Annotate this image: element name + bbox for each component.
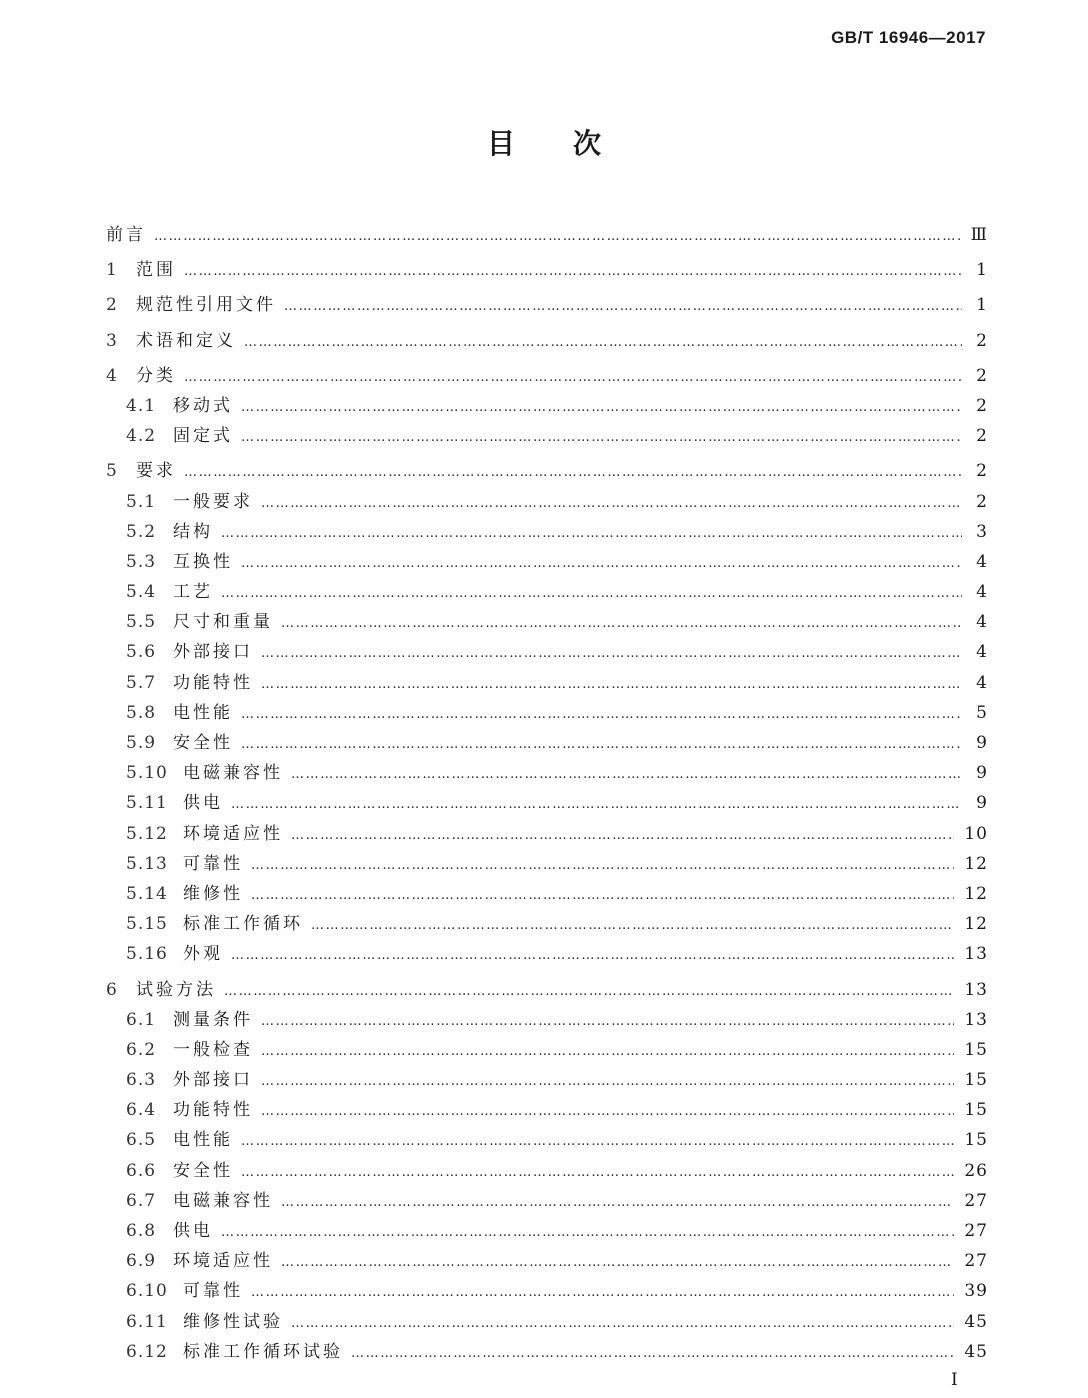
toc-entry[interactable] — [106, 456, 988, 486]
toc-entry[interactable] — [106, 220, 988, 250]
toc-leader-dots — [251, 881, 954, 911]
toc-entry-number: 5.10 — [126, 763, 168, 784]
toc-leader-dots — [251, 1278, 954, 1308]
toc-entry-page: 1 — [976, 260, 988, 281]
toc-entry-title: 试验方法 — [136, 979, 216, 1000]
toc-entry-title: 移动式 — [173, 395, 233, 416]
toc-entry[interactable] — [106, 1186, 988, 1216]
toc-entry[interactable] — [106, 421, 988, 451]
toc-leader-dots — [221, 579, 962, 609]
toc-entry-number: 3 — [106, 330, 118, 351]
toc-entry-number: 6.3 — [126, 1070, 157, 1091]
toc-leader-dots — [261, 489, 962, 519]
toc-entry-title: 分类 — [136, 365, 176, 386]
toc-entry[interactable] — [106, 255, 988, 285]
toc-entry-page: 12 — [964, 883, 988, 904]
toc-entry-page: Ⅲ — [970, 225, 988, 245]
toc-entry-title: 标准工作循环试验 — [183, 1341, 343, 1362]
toc-entry[interactable] — [106, 361, 988, 391]
toc-entry-number: 6.6 — [126, 1160, 157, 1181]
toc-leader-dots — [241, 1158, 954, 1188]
toc-leader-dots — [221, 519, 962, 549]
toc-entry-page: 2 — [976, 365, 988, 386]
toc-entry[interactable] — [106, 975, 988, 1005]
toc-entry-title: 维修性试验 — [183, 1311, 283, 1332]
toc-entry-title: 外部接口 — [173, 642, 253, 663]
toc-entry[interactable] — [106, 1307, 988, 1337]
toc-entry-title: 测量条件 — [173, 1009, 253, 1030]
toc-entry-page: 2 — [976, 461, 988, 482]
toc-entry-title: 尺寸和重量 — [173, 612, 273, 633]
toc-entry-title: 要求 — [136, 461, 176, 482]
toc-entry-page: 12 — [964, 914, 988, 935]
toc-entry-page: 4 — [976, 551, 988, 572]
toc-entry-number: 5.4 — [126, 582, 157, 603]
toc-entry-number: 5.1 — [126, 491, 157, 512]
toc-leader-dots — [241, 393, 962, 423]
toc-entry-title: 前言 — [106, 225, 146, 245]
toc-entry[interactable] — [106, 939, 988, 969]
toc-entry-number: 6.5 — [126, 1130, 157, 1151]
toc-entry-title: 结构 — [173, 521, 213, 542]
toc-entry[interactable] — [106, 698, 988, 728]
toc-entry-title: 互换性 — [173, 551, 233, 572]
toc-entry-page: 13 — [964, 979, 988, 1000]
toc-entry-number: 6.2 — [126, 1039, 157, 1060]
toc-entry-number: 5.5 — [126, 612, 157, 633]
toc-leader-dots — [184, 363, 962, 393]
toc-entry-page: 15 — [964, 1070, 988, 1091]
toc-entry-number: 5.7 — [126, 672, 157, 693]
table-of-contents — [106, 220, 988, 1367]
toc-entry[interactable] — [106, 1276, 988, 1306]
toc-leader-dots — [251, 851, 954, 881]
toc-entry[interactable] — [106, 1125, 988, 1155]
toc-entry-page: 27 — [964, 1190, 988, 1211]
toc-leader-dots — [291, 760, 962, 790]
toc-leader-dots — [184, 458, 962, 488]
page-title: 目次 — [486, 127, 659, 160]
toc-leader-dots — [281, 609, 962, 639]
toc-entry-title: 环境适应性 — [183, 823, 283, 844]
toc-entry-number: 6.7 — [126, 1190, 157, 1211]
toc-entry-number: 5.12 — [126, 823, 168, 844]
toc-leader-dots — [231, 790, 962, 820]
toc-leader-dots — [351, 1339, 954, 1369]
toc-entry-title: 一般要求 — [173, 491, 253, 512]
toc-leader-dots — [291, 821, 954, 851]
toc-entry-page: 15 — [964, 1039, 988, 1060]
toc-entry-page: 39 — [964, 1281, 988, 1302]
toc-entry[interactable] — [106, 1035, 988, 1065]
toc-entry[interactable] — [106, 1246, 988, 1276]
toc-leader-dots — [241, 700, 962, 730]
toc-entry[interactable] — [106, 290, 988, 320]
toc-leader-dots — [261, 670, 962, 700]
toc-entry[interactable] — [106, 909, 988, 939]
toc-leader-dots — [311, 911, 954, 941]
toc-entry-title: 工艺 — [173, 582, 213, 603]
toc-entry-number: 5.14 — [126, 883, 168, 904]
toc-entry[interactable] — [106, 728, 988, 758]
toc-entry-number: 5.2 — [126, 521, 157, 542]
toc-entry-number: 6.4 — [126, 1100, 157, 1121]
toc-entry[interactable] — [106, 487, 988, 517]
toc-entry[interactable] — [106, 1216, 988, 1246]
toc-entry-page: 15 — [964, 1130, 988, 1151]
toc-entry[interactable] — [106, 637, 988, 667]
toc-entry-title: 电磁兼容性 — [173, 1190, 273, 1211]
toc-leader-dots — [244, 328, 962, 358]
toc-entry-number: 4 — [106, 365, 118, 386]
toc-leader-dots — [241, 549, 962, 579]
toc-entry-page: 2 — [976, 491, 988, 512]
toc-leader-dots — [281, 1188, 954, 1218]
toc-entry-page: 9 — [976, 763, 988, 784]
toc-entry-title: 标准工作循环 — [183, 914, 303, 935]
toc-entry-page: 4 — [976, 642, 988, 663]
toc-entry[interactable] — [106, 758, 988, 788]
toc-leader-dots — [261, 639, 962, 669]
toc-entry-number: 6.10 — [126, 1281, 168, 1302]
toc-entry-page: 13 — [964, 1009, 988, 1030]
toc-entry-page: 12 — [964, 853, 988, 874]
toc-entry-page: 2 — [976, 426, 988, 447]
toc-entry-number: 4.1 — [126, 395, 157, 416]
toc-entry-title: 供电 — [173, 1221, 213, 1241]
toc-entry-page: 5 — [976, 702, 988, 723]
toc-entry-number: 5 — [106, 461, 118, 482]
toc-entry-page: 27 — [964, 1251, 988, 1272]
toc-entry-title: 固定式 — [173, 426, 233, 447]
toc-entry[interactable] — [106, 1156, 988, 1186]
toc-entry-number: 6 — [106, 979, 118, 1000]
toc-entry-title: 可靠性 — [183, 853, 243, 874]
toc-entry[interactable] — [106, 1095, 988, 1125]
toc-entry-title: 安全性 — [173, 1160, 233, 1181]
toc-entry-title: 一般检查 — [173, 1039, 253, 1060]
toc-entry-title: 电磁兼容性 — [183, 763, 283, 784]
toc-entry[interactable] — [106, 607, 988, 637]
toc-entry-page: 45 — [964, 1341, 988, 1362]
toc-leader-dots — [154, 222, 961, 252]
toc-leader-dots — [231, 941, 954, 971]
toc-entry-page: 27 — [964, 1221, 988, 1241]
toc-leader-dots — [261, 1007, 954, 1037]
toc-entry-title: 外部接口 — [173, 1070, 253, 1091]
toc-entry-number: 5.13 — [126, 853, 168, 874]
toc-entry[interactable] — [106, 668, 988, 698]
toc-leader-dots — [261, 1067, 954, 1097]
toc-entry-title: 范围 — [136, 260, 176, 281]
toc-entry-page: 4 — [976, 672, 988, 693]
toc-entry[interactable] — [106, 849, 988, 879]
toc-entry-page: 15 — [964, 1100, 988, 1121]
toc-entry-title: 可靠性 — [183, 1281, 243, 1302]
toc-entry-page: 4 — [976, 582, 988, 603]
toc-entry-page: 10 — [964, 823, 988, 844]
toc-entry[interactable] — [106, 517, 988, 547]
toc-entry-title: 安全性 — [173, 733, 233, 753]
toc-leader-dots — [241, 730, 962, 760]
toc-entry[interactable] — [106, 577, 988, 607]
toc-leader-dots — [281, 1248, 954, 1278]
toc-entry-title: 规范性引用文件 — [136, 295, 276, 316]
toc-entry-number: 4.2 — [126, 426, 157, 447]
toc-entry-number: 5.11 — [126, 793, 168, 814]
toc-entry-page: 1 — [976, 295, 988, 316]
toc-entry-number: 5.8 — [126, 702, 157, 723]
toc-entry-number: 5.9 — [126, 733, 157, 753]
toc-entry-title: 电性能 — [173, 702, 233, 723]
toc-entry-page: 9 — [976, 793, 988, 814]
toc-leader-dots — [261, 1097, 954, 1127]
toc-entry-page: 13 — [964, 944, 988, 965]
toc-entry-page: 45 — [964, 1311, 988, 1332]
toc-entry-number: 6.9 — [126, 1251, 157, 1272]
toc-leader-dots — [241, 423, 962, 453]
toc-leader-dots — [284, 292, 962, 322]
toc-entry-page: 26 — [964, 1160, 988, 1181]
toc-entry-title: 功能特性 — [173, 1100, 253, 1121]
toc-entry-number: 1 — [106, 260, 118, 281]
toc-entry-title: 供电 — [183, 793, 223, 814]
toc-entry-number: 2 — [106, 295, 118, 316]
toc-entry-page: 4 — [976, 612, 988, 633]
toc-entry-number: 6.1 — [126, 1009, 157, 1030]
toc-leader-dots — [291, 1309, 954, 1339]
toc-entry-page: 3 — [976, 521, 988, 542]
toc-leader-dots — [241, 1127, 954, 1157]
toc-entry-number: 6.12 — [126, 1341, 168, 1362]
toc-entry-page: 2 — [976, 395, 988, 416]
toc-entry-page: 2 — [976, 330, 988, 351]
toc-entry-number: 5.6 — [126, 642, 157, 663]
toc-entry-title: 环境适应性 — [173, 1251, 273, 1272]
toc-entry[interactable] — [106, 1005, 988, 1035]
toc-entry[interactable] — [106, 1337, 988, 1367]
toc-entry[interactable] — [106, 391, 988, 421]
toc-entry-title: 维修性 — [183, 883, 243, 904]
toc-entry-number: 5.3 — [126, 551, 157, 572]
toc-entry-number: 5.15 — [126, 914, 168, 935]
toc-leader-dots — [184, 257, 962, 287]
toc-entry[interactable] — [106, 1065, 988, 1095]
toc-entry-page: 9 — [976, 733, 988, 753]
toc-entry-number: 6.8 — [126, 1221, 157, 1241]
toc-entry-title: 功能特性 — [173, 672, 253, 693]
toc-entry[interactable] — [106, 879, 988, 909]
toc-entry-title: 外观 — [183, 944, 223, 965]
page-folio: Ⅰ — [951, 1370, 958, 1390]
standard-number: GB/T 16946—2017 — [831, 28, 986, 47]
toc-leader-dots — [224, 977, 954, 1007]
toc-entry[interactable] — [106, 819, 988, 849]
toc-entry[interactable] — [106, 788, 988, 818]
toc-entry-title: 术语和定义 — [136, 330, 236, 351]
toc-entry-number: 6.11 — [126, 1311, 168, 1332]
toc-leader-dots — [221, 1218, 954, 1248]
toc-entry-number: 5.16 — [126, 944, 168, 965]
toc-entry[interactable] — [106, 326, 988, 356]
toc-leader-dots — [261, 1037, 954, 1067]
toc-entry-title: 电性能 — [173, 1130, 233, 1151]
toc-entry[interactable] — [106, 547, 988, 577]
